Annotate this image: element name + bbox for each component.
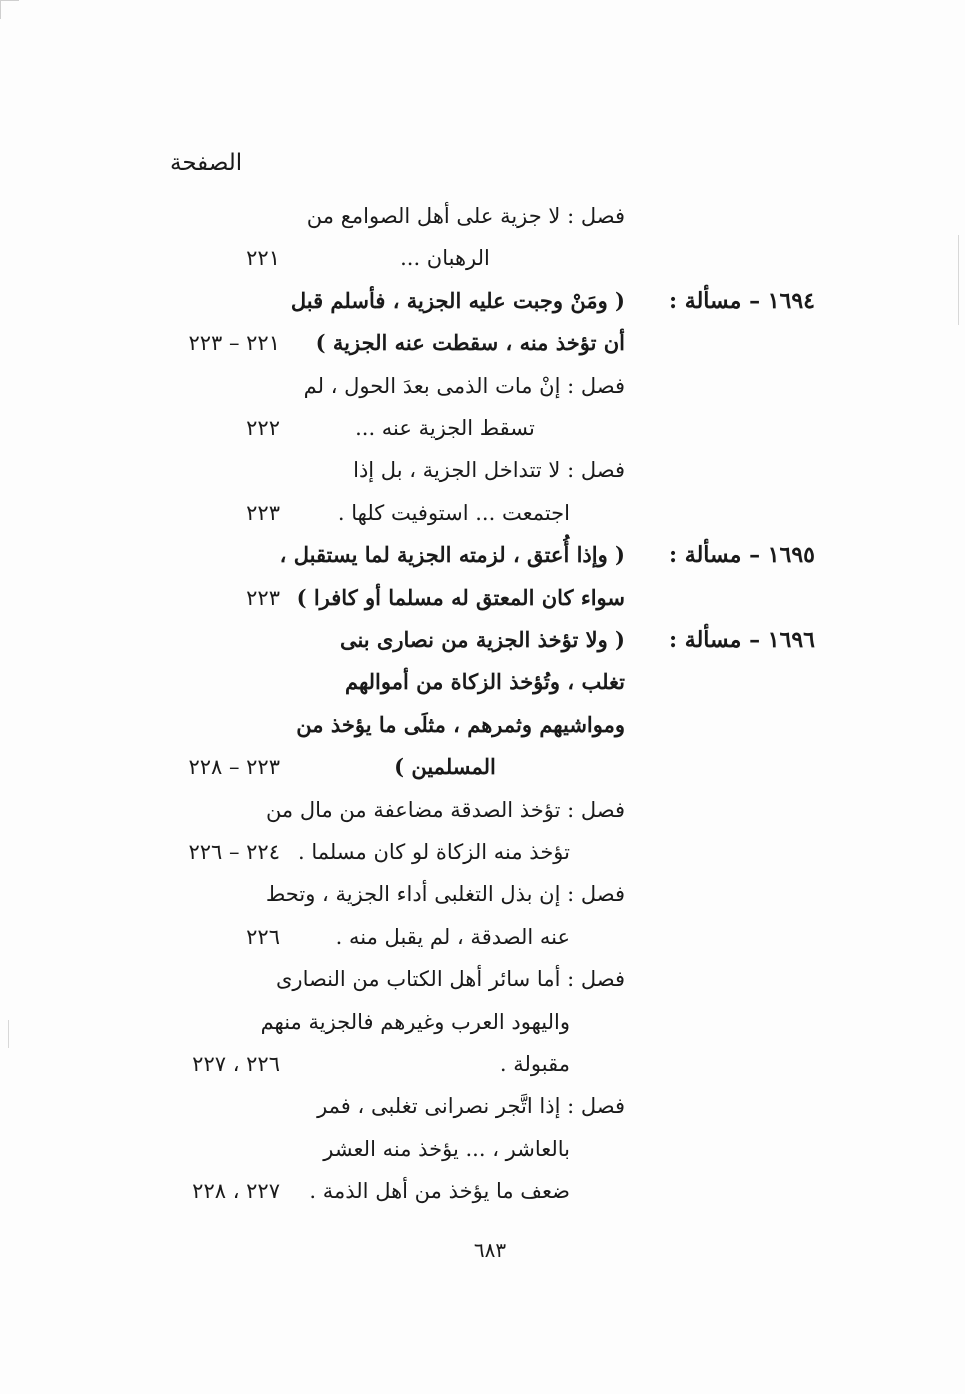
index-line	[0, 1044, 965, 1084]
entry-text: المسلمين )	[394, 754, 496, 780]
entry-text: ( وإذا أُعتق ، لزمته الجزية لما يستقبل ،	[279, 542, 625, 568]
index-line	[0, 323, 965, 363]
index-line	[0, 1171, 965, 1211]
entry-text: واليهود العرب وغيرهم فالجزية منهم	[260, 1009, 570, 1034]
page-reference: ٢٢٢	[246, 416, 280, 440]
entry-text: سواء كان المعتق له مسلما أو كافرا )	[296, 584, 625, 610]
page-reference: ٢٢٣	[246, 585, 280, 610]
entry-text: تؤخذ منه الزكاة لو كان مسلما .	[297, 840, 570, 864]
index-line	[0, 493, 965, 533]
page-reference: ٢٢٦ ، ٢٢٧	[192, 1052, 280, 1076]
entry-text: عنه الصدقة ، لم يقبل منه .	[335, 924, 570, 949]
entry-text: فصل : أما سائر أهل الكتاب من النصارى	[275, 967, 625, 992]
page-reference: ٢٢١ – ٢٢٣	[188, 331, 280, 356]
index-line	[0, 620, 965, 660]
entry-text: مقبولة .	[499, 1052, 570, 1076]
page-reference: ٢٢٤ – ٢٢٦	[188, 840, 280, 864]
page-reference: ٢٢٣	[246, 500, 280, 525]
index-line	[0, 535, 965, 575]
page-column-header: الصفحة	[170, 150, 243, 176]
index-line	[0, 450, 965, 490]
issue-number: ١٦٩٦ – مسألة :	[669, 627, 815, 653]
entry-text: ومواشيهم وثمرهم ، مثلَى ما يؤخذ من	[296, 711, 625, 737]
entry-text: ضعف ما يؤخذ من أهل الذمة .	[309, 1179, 570, 1204]
index-line	[0, 408, 965, 448]
entry-text: الرهبان ...	[400, 246, 490, 271]
index-line	[0, 1002, 965, 1042]
index-line	[0, 196, 965, 236]
entry-text: ( ومَنْ وجبت عليه الجزية ، فأسلم قبل	[290, 287, 625, 313]
index-line	[0, 1129, 965, 1169]
index-line	[0, 705, 965, 745]
entry-text: فصل : إنْ مات الذمى بعدَ الحول ، لم	[303, 373, 625, 398]
entry-text: اجتمعت ... استوفيت كلها .	[337, 500, 570, 525]
entry-text: فصل : إذا اتَّجر نصرانى تغلبى ، فمر	[317, 1094, 625, 1119]
page-reference: ٢٢١	[246, 246, 280, 271]
entry-text: ( ولا تؤخذ الجزية من نصارى بنى	[339, 627, 625, 652]
page-corner-mark	[0, 0, 19, 19]
issue-number: ١٦٩٤ – مسألة :	[669, 287, 815, 314]
index-line	[0, 747, 965, 787]
index-line	[0, 578, 965, 618]
page-reference: ٢٢٣ – ٢٢٨	[188, 755, 280, 780]
entry-text: أن تؤخذ منه ، سقطت عنه الجزية )	[315, 330, 625, 356]
index-line	[0, 959, 965, 999]
issue-number: ١٦٩٥ – مسألة :	[669, 542, 815, 569]
entry-text: بالعاشر ، ... يؤخذ منه العشر	[323, 1136, 570, 1161]
index-line	[0, 874, 965, 914]
index-line	[0, 1086, 965, 1126]
index-line	[0, 366, 965, 406]
entry-text: فصل : لا جزية على أهل الصوامع من	[306, 204, 625, 228]
entry-text: فصل : لا تتداخل الجزية ، بل إذا	[353, 458, 625, 483]
entry-text: فصل : إن بذل التغلبى أداء الجزية ، وتحط	[265, 882, 625, 907]
index-line	[0, 917, 965, 957]
index-line	[0, 662, 965, 702]
index-line	[0, 238, 965, 278]
page-reference: ٢٢٧ ، ٢٢٨	[192, 1179, 280, 1204]
page-reference: ٢٢٦	[246, 924, 280, 949]
entry-text: تغلب ، وتُؤخذ الزكاة من أموالهم	[345, 669, 625, 695]
entry-text: تسقط الجزية عنه ...	[355, 416, 535, 440]
index-line	[0, 790, 965, 830]
entry-text: فصل : تؤخذ الصدقة مضاعفة من مال من	[265, 797, 625, 822]
page-number: ٦٨٣	[473, 1238, 507, 1262]
index-line	[0, 281, 965, 321]
index-line	[0, 832, 965, 872]
